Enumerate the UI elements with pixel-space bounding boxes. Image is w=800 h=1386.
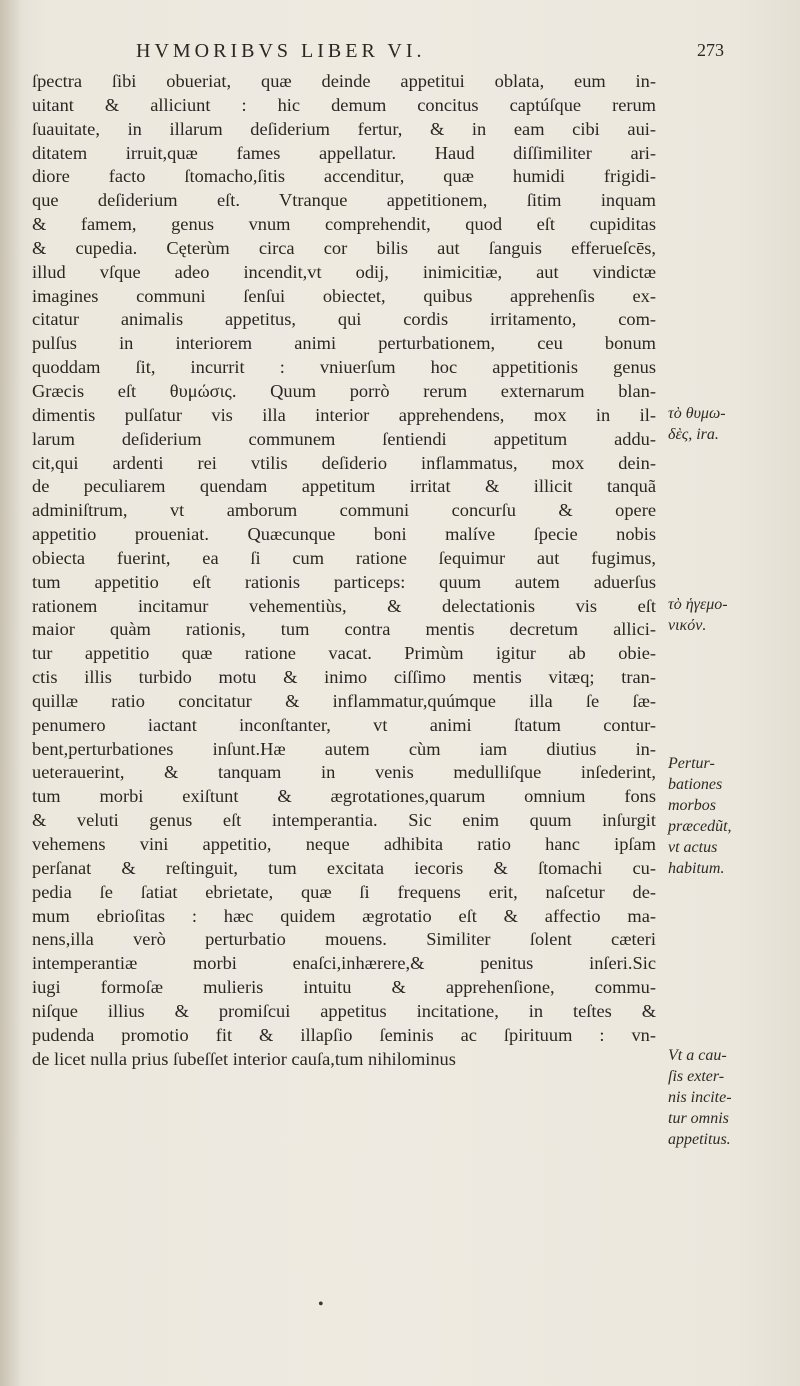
text-line: tum morbi exiſtunt & ægrotationes,quarum omnium fons: [32, 786, 656, 807]
text-line: adminiſtrum, vt amborum communi concurſu & opere: [32, 500, 656, 521]
text-line: appetitio proueniat. Quæcunque boni malíve ſpecie nobis: [32, 524, 656, 545]
page-number: 273: [697, 40, 724, 60]
text-line: pulſus in interiorem animi perturbationem, ceu bonum: [32, 333, 656, 354]
text-line: & famem, genus vnum comprehendit, quod eſt cupiditas: [32, 214, 656, 235]
text-line: tur appetitio quæ ratione vacat. Primùm igitur ab obie-: [32, 643, 656, 664]
text-line: iugi formoſæ mulieris intuitu & apprehenſione, commu-: [32, 977, 656, 998]
margin-line: nis incite-: [668, 1089, 732, 1106]
marginal-greek-gloss-1: [668, 403, 796, 445]
text-line: imagines communi ſenſui obiectet, quibus apprehenſis ex-: [32, 285, 656, 306]
text-line: de peculiarem quendam appetitum irritat & illicit tanquã: [32, 476, 656, 497]
text-line: citatur animalis appetitus, qui cordis irritamento, com-: [32, 309, 656, 330]
text-line: ctis illis turbido motu & inimo ciſſimo mentis vitæq; tran-: [32, 667, 656, 688]
margin-line: appetitus.: [668, 1131, 731, 1148]
signature-mark: •: [318, 1296, 324, 1313]
text-line: larum deſiderium communem ſentiendi appetitum addu-: [32, 428, 656, 449]
margin-line: δὲς, ira.: [668, 426, 719, 443]
margin-line: Pertur-: [668, 755, 715, 772]
text-line: ſpectra ſibi obueriat, quæ deinde appetitui oblata, eum in-: [32, 71, 656, 91]
margin-line: tur omnis: [668, 1110, 729, 1127]
marginal-note-2: [668, 1045, 796, 1150]
margin-line: νικόν.: [668, 617, 707, 634]
marginal-note-1: [668, 753, 796, 879]
margin-line: ſis exter-: [668, 1068, 725, 1085]
text-line: & cupedia. Cęterùm circa cor bilis aut ſanguis efferueſcēs,: [32, 237, 656, 258]
text-line: quillæ ratio concitatur & inflammatur,quúmque illa ſe ſæ-: [32, 690, 656, 711]
text-line: pudenda promotio fit & illapſio ſeminis ac ſpirituum : vn-: [32, 1024, 656, 1045]
text-line: mum ebrioſitas : hæc quidem ægrotatio eſt & affectio ma-: [32, 905, 656, 926]
text-line: ditatem irruit,quæ fames appellatur. Haud diſſimiliter ari-: [32, 142, 656, 163]
text-line: de licet nulla prius ſubeſſet interior cauſa,tum nihilominus: [32, 1048, 456, 1069]
text-line: dimentis pulſatur vis illa interior apprehendens, mox in il-: [32, 404, 656, 425]
margin-line: τὸ ἡγεμο-: [668, 596, 728, 613]
text-line: uitant & alliciunt : hic demum concitus captúſque rerum: [32, 94, 656, 115]
text-line: rationem incitamur vehementiùs, & delectationis vis eſt: [32, 595, 656, 616]
text-line: & veluti genus eſt intemperantia. Sic enim quum inſurgit: [32, 810, 656, 831]
text-line: quoddam ſit, incurrit : vniuerſum hoc appetitionis genus: [32, 357, 656, 378]
margin-line: bationes: [668, 776, 723, 793]
gutter-shadow: [0, 0, 22, 1386]
margin-line: vt actus: [668, 839, 718, 856]
text-line: pedia ſe ſatiat ebrietate, quæ ſi frequens erit, naſcetur de-: [32, 881, 656, 902]
text-line: ueterauerint, & tanquam in venis medulliſque inſederint,: [32, 762, 656, 783]
text-line: illud vſque adeo incendit,vt odij, inimicitiæ, aut vindictæ: [32, 261, 656, 282]
marginal-greek-gloss-2: [668, 594, 796, 636]
text-line: vehemens vini appetitio, neque adhibita ratio hanc ipſam: [32, 834, 656, 854]
text-line: nens,illa verò perturbatio mouens. Similiter ſolent cæteri: [32, 929, 656, 950]
text-line: tum appetitio eſt rationis particeps: quum autem aduerſus: [32, 571, 656, 592]
text-line: niſque illius & promiſcui appetitus incitatione, in teſtes &: [32, 1000, 656, 1021]
margin-line: Vt a cau-: [668, 1047, 727, 1064]
text-line: maior quàm rationis, tum contra mentis decretum allici-: [32, 619, 656, 640]
text-line: intemperantiæ morbi enaſci,inhærere,& penitus inſeri.Sic: [32, 953, 656, 974]
text-line: ſuauitate, in illarum deſiderium fertur, & in eam cibi aui-: [32, 118, 656, 139]
text-line: cit,qui ardenti rei vtilis deſiderio inflammatus, mox dein-: [32, 452, 656, 473]
text-line: Græcis eſt θυμώσις. Quum porrò rerum externarum blan-: [32, 380, 656, 401]
margin-line: τὸ θυμω-: [668, 405, 726, 422]
text-line: que deſiderium eſt. Vtranque appetitionem, ſitim inquam: [32, 190, 656, 211]
margin-line: habitum.: [668, 860, 725, 877]
text-line: obiecta fuerint, ea ſi cum ratione ſequimur aut fugimus,: [32, 547, 656, 568]
text-line: diore facto ſtomacho,ſitis accenditur, quæ humidi frigidi-: [32, 166, 656, 187]
text-line: penumero iactant inconſtanter, vt animi ſtatum contur-: [32, 714, 656, 735]
text-line: bent,perturbationes inſunt.Hæ autem cùm iam diutius in-: [32, 738, 656, 759]
page-header: [110, 38, 724, 68]
main-text: [32, 70, 656, 1071]
text-line: perſanat & reſtinguit, tum excitata iecoris & ſtomachi cu-: [32, 857, 656, 878]
margin-line: morbos: [668, 797, 717, 814]
margin-line: præcedũt,: [668, 818, 732, 835]
running-title: HVMORIBVS LIBER VI.: [136, 40, 426, 62]
